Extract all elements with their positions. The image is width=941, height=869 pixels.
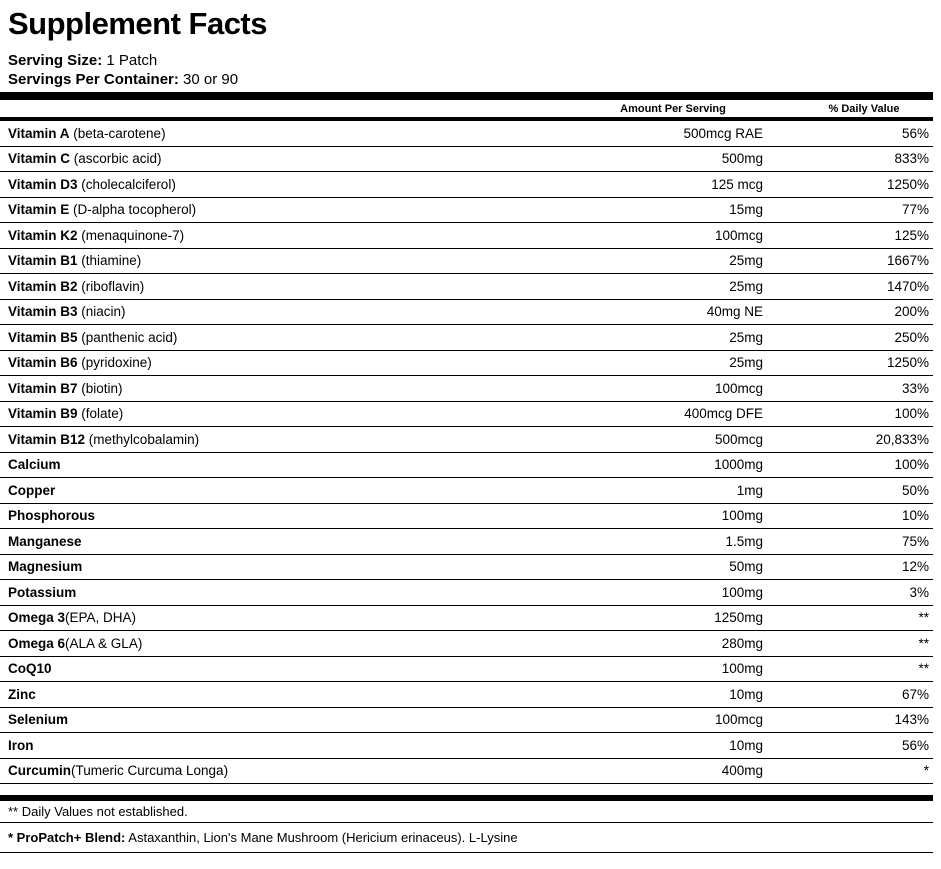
- nutrient-daily-value: 56%: [901, 125, 929, 141]
- nutrient-daily-value: 1250%: [886, 176, 929, 192]
- table-row: [0, 682, 933, 708]
- nutrient-detail: (D-alpha tocopherol): [69, 202, 197, 218]
- nutrient-amount: 400mg: [721, 763, 763, 779]
- nutrient-detail: (thiamine): [77, 253, 142, 269]
- nutrient-amount: 100mg: [721, 584, 763, 600]
- nutrient-detail: (riboflavin): [77, 278, 145, 294]
- nutrient-name: Vitamin C: [8, 151, 71, 167]
- nutrient-detail: (folate): [77, 406, 124, 422]
- nutrient-amount: 25mg: [729, 355, 763, 371]
- nutrient-detail: (niacin): [77, 304, 126, 320]
- nutrient-amount: 280mg: [721, 635, 763, 651]
- nutrient-daily-value: 3%: [909, 584, 929, 600]
- nutrient-amount: 15mg: [729, 202, 763, 218]
- nutrient-daily-value: 50%: [901, 482, 929, 498]
- nutrient-name: Vitamin K2: [8, 227, 78, 243]
- table-row: [0, 300, 933, 326]
- nutrient-amount: 10mg: [729, 686, 763, 702]
- footnote-daily-values: [0, 801, 933, 823]
- nutrient-daily-value: 250%: [894, 329, 929, 345]
- nutrient-name: Omega 3: [8, 610, 66, 626]
- nutrient-name: Iron: [8, 737, 34, 753]
- nutrient-amount: 25mg: [729, 253, 763, 269]
- serving-size-line: [8, 51, 941, 70]
- table-row: [0, 351, 933, 377]
- table-row: [0, 249, 933, 275]
- nutrient-name: Curcumin: [8, 763, 72, 779]
- nutrient-amount: 100mg: [721, 508, 763, 524]
- nutrient-amount: 40mg NE: [706, 304, 763, 320]
- table-row: [0, 223, 933, 249]
- nutrient-name: Vitamin B9: [8, 406, 78, 422]
- footer-gap: [0, 784, 941, 795]
- nutrient-detail: (beta-carotene): [69, 125, 166, 141]
- nutrient-daily-value: *: [923, 763, 929, 779]
- table-row: [0, 708, 933, 734]
- nutrient-daily-value: 100%: [894, 406, 929, 422]
- nutrient-detail: (methylcobalamin): [85, 431, 200, 447]
- nutrient-amount: 25mg: [729, 278, 763, 294]
- nutrient-amount: 1000mg: [714, 457, 763, 473]
- table-row: [0, 504, 933, 530]
- nutrient-detail: (Tumeric Curcuma Longa): [71, 763, 229, 779]
- nutrient-daily-value: 1250%: [886, 355, 929, 371]
- table-row: [0, 274, 933, 300]
- nutrient-detail: (ascorbic acid): [70, 151, 162, 167]
- nutrient-daily-value: 67%: [901, 686, 929, 702]
- nutrient-amount: 125 mcg: [711, 176, 763, 192]
- nutrient-name: Vitamin B6: [8, 355, 78, 371]
- nutrient-table: [0, 121, 933, 784]
- table-row: [0, 478, 933, 504]
- servings-per-container-value: 30 or 90: [178, 71, 239, 88]
- column-header-amount: Amount Per Serving: [620, 103, 726, 115]
- nutrient-name: Selenium: [8, 712, 69, 728]
- nutrient-name: Vitamin D3: [8, 176, 78, 192]
- table-row: [0, 172, 933, 198]
- table-row: [0, 555, 933, 581]
- nutrient-name: Zinc: [8, 686, 36, 702]
- table-row: [0, 427, 933, 453]
- table-row: [0, 631, 933, 657]
- table-row: [0, 376, 933, 402]
- footnote-blend-label: * ProPatch+ Blend:: [8, 830, 126, 845]
- nutrient-amount: 500mcg RAE: [683, 125, 763, 141]
- nutrient-name: Phosphorous: [8, 508, 95, 524]
- nutrient-detail: (panthenic acid): [77, 329, 178, 345]
- nutrient-daily-value: 125%: [894, 227, 929, 243]
- table-row: [0, 453, 933, 479]
- table-row: [0, 733, 933, 759]
- nutrient-amount: 100mcg: [714, 227, 763, 243]
- nutrient-daily-value: 1470%: [886, 278, 929, 294]
- table-row: [0, 325, 933, 351]
- table-row: [0, 759, 933, 785]
- table-row: [0, 657, 933, 683]
- nutrient-name: Vitamin B5: [8, 329, 78, 345]
- servings-per-container-line: [8, 70, 941, 89]
- table-row: [0, 580, 933, 606]
- column-header-daily-value: % Daily Value: [828, 103, 900, 115]
- nutrient-daily-value: 10%: [901, 508, 929, 524]
- nutrient-daily-value: 100%: [894, 457, 929, 473]
- nutrient-amount: 1.5mg: [725, 533, 763, 549]
- nutrient-daily-value: **: [918, 610, 929, 626]
- nutrient-amount: 100mcg: [714, 712, 763, 728]
- nutrient-name: Vitamin E: [8, 202, 70, 218]
- nutrient-name: Manganese: [8, 533, 82, 549]
- footnote-blend-value: Astaxanthin, Lion's Mane Mushroom (Hericium erinaceus). L-Lysine: [125, 830, 518, 845]
- nutrient-amount: 500mcg: [714, 431, 763, 447]
- nutrient-amount: 10mg: [729, 737, 763, 753]
- nutrient-daily-value: 33%: [901, 380, 929, 396]
- nutrient-amount: 100mg: [721, 661, 763, 677]
- nutrient-daily-value: 1667%: [886, 253, 929, 269]
- serving-size-value: 1 Patch: [102, 52, 158, 69]
- nutrient-detail: (pyridoxine): [77, 355, 152, 371]
- nutrient-name: Vitamin B7: [8, 380, 78, 396]
- nutrient-daily-value: 20,833%: [875, 431, 929, 447]
- nutrient-name: Potassium: [8, 584, 77, 600]
- table-row: [0, 402, 933, 428]
- nutrient-amount: 1mg: [736, 482, 763, 498]
- serving-size-label: Serving Size:: [8, 52, 103, 69]
- nutrient-name: Vitamin A: [8, 125, 70, 141]
- nutrient-detail: (cholecalciferol): [77, 176, 176, 192]
- nutrient-amount: 100mcg: [714, 380, 763, 396]
- nutrient-daily-value: 200%: [894, 304, 929, 320]
- top-divider-bar: [0, 92, 933, 100]
- nutrient-amount: 500mg: [721, 151, 763, 167]
- footnote-blend-text: [8, 830, 518, 845]
- nutrient-name: Vitamin B2: [8, 278, 78, 294]
- nutrient-name: Vitamin B1: [8, 253, 78, 269]
- serving-info: [0, 42, 941, 89]
- nutrient-daily-value: 143%: [894, 712, 929, 728]
- nutrient-detail: (EPA, DHA): [65, 610, 137, 626]
- nutrient-detail: (menaquinone-7): [77, 227, 185, 243]
- page-title: Supplement Facts: [8, 6, 267, 41]
- nutrient-name: CoQ10: [8, 661, 52, 677]
- nutrient-daily-value: 12%: [901, 559, 929, 575]
- table-row: [0, 529, 933, 555]
- nutrient-daily-value: **: [918, 661, 929, 677]
- table-column-header: [0, 100, 933, 117]
- nutrient-name: Omega 6: [8, 635, 66, 651]
- table-row: [0, 147, 933, 173]
- nutrient-name: Magnesium: [8, 559, 83, 575]
- nutrient-name: Calcium: [8, 457, 61, 473]
- nutrient-daily-value: 833%: [894, 151, 929, 167]
- servings-per-container-label: Servings Per Container:: [8, 71, 179, 88]
- nutrient-detail: (biotin): [77, 380, 123, 396]
- nutrient-daily-value: 56%: [901, 737, 929, 753]
- table-row: [0, 121, 933, 147]
- nutrient-amount: 1250mg: [714, 610, 763, 626]
- nutrient-name: Vitamin B3: [8, 304, 78, 320]
- nutrient-name: Vitamin B12: [8, 431, 86, 447]
- nutrient-amount: 50mg: [729, 559, 763, 575]
- nutrient-daily-value: **: [918, 635, 929, 651]
- nutrient-name: Copper: [8, 482, 56, 498]
- nutrient-daily-value: 75%: [901, 533, 929, 549]
- footnote-blend: [0, 823, 933, 853]
- nutrient-amount: 25mg: [729, 329, 763, 345]
- nutrient-amount: 400mcg DFE: [684, 406, 763, 422]
- nutrient-daily-value: 77%: [901, 202, 929, 218]
- nutrient-detail: (ALA & GLA): [65, 635, 143, 651]
- table-row: [0, 198, 933, 224]
- table-row: [0, 606, 933, 632]
- footnote-daily-values-text: ** Daily Values not established.: [8, 804, 188, 819]
